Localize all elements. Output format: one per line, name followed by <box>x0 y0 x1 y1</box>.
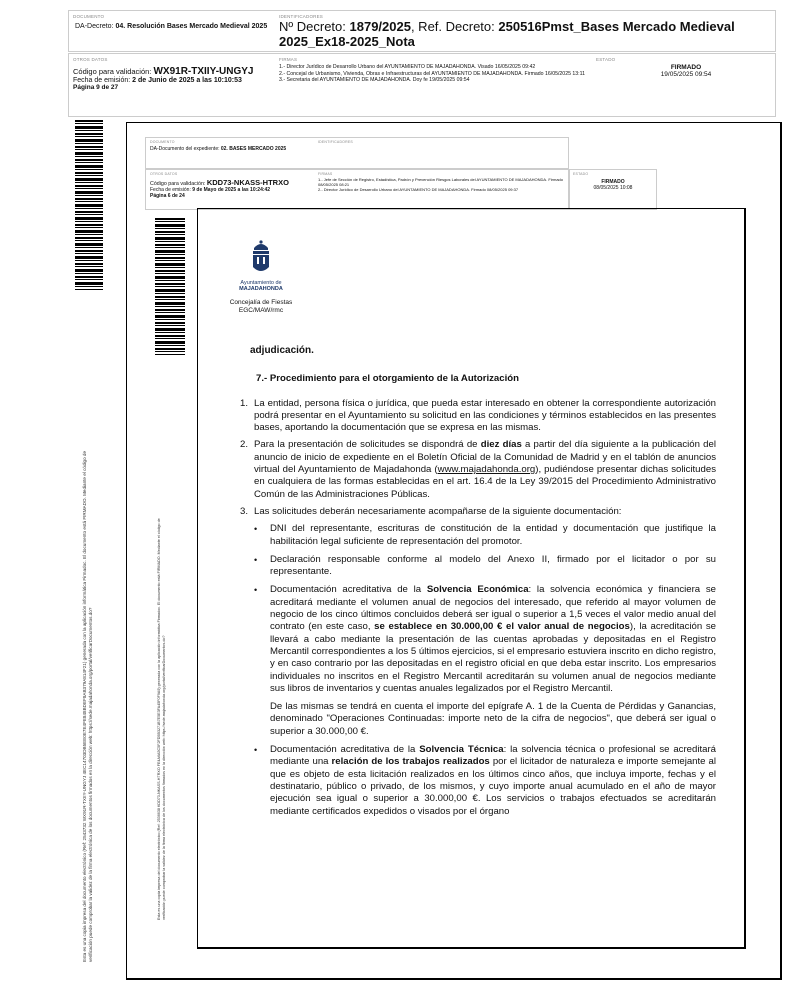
bullet-icon: • <box>254 745 258 756</box>
side-text-line: verificación puede comprobar la validez de la firma electrónica de los documentos firmados en la dirección web: https://sede.majadahonda.org/portal/verificarDocumentos.do? <box>162 635 166 920</box>
documento-prefix: DA-Decreto: <box>75 23 116 30</box>
section-heading: 7.- Procedimiento para el otorgamiento de la Autorización <box>256 373 519 385</box>
firmas-label: FIRMAS <box>279 57 298 62</box>
coat-of-arms-icon <box>250 239 272 275</box>
text-segment: Declaración responsable conforme al modelo del Anexo II, firmado por el licitador o por su representante. <box>270 553 716 578</box>
inner-codigo-validacion <box>150 178 315 187</box>
department-name: Concejalía de Fiestas <box>229 299 293 306</box>
inner-page-number: Página 6 de 24 <box>150 193 185 199</box>
numbered-item <box>240 439 716 500</box>
bullet-item <box>254 523 716 548</box>
outer-header-row2 <box>68 53 776 117</box>
text-segment: Documentación acreditativa de la <box>270 584 427 596</box>
inner-side-text <box>157 375 167 920</box>
inner-codigo-value: KDD73-NKASS-HTRXO <box>206 178 289 187</box>
codigo-prefix: Código para validación: <box>73 67 154 76</box>
side-text-line: verificación puede comprobar la validez de la firma electrónica de los documentos firmados en la dirección web: https://sede.majadahonda.org/portal/verificarDocumentos.do? <box>88 607 93 962</box>
bullet-item <box>254 554 716 579</box>
bullet-paragraph <box>270 523 716 548</box>
document-page <box>197 208 746 949</box>
bullet-paragraph <box>270 554 716 579</box>
bullet-content <box>270 584 716 738</box>
text-segment: : la solvencia técnica o profesional se acreditará mediante una <box>270 744 716 768</box>
text-segment: ), la acreditación se llevará a cabo mediante la presentación de las cuentas aprobadas y depositadas en el Registro Mercantil correspondientes a los 5 últimos ejercicios, si el empresario estuviera inscrito en dicho registro, y en caso contrario por las depositadas en el registro oficial en que deba estar inscrito. Los empresarios individuales no inscritos en el Registro Mercantil acreditarán su volumen anual de negocios mediante sus libros de inventarios y cuentas anuales legalizados por el Registro Mercantil. <box>270 621 716 694</box>
firma-item: 2.- Director Jurídico de Desarrollo Urbano del AYUNTAMIENTO DE MAJADAHONDA. Firmado 08/05/2025 09:37 <box>318 187 519 192</box>
bold-text: Solvencia Técnica <box>419 744 504 756</box>
bullet-icon: • <box>254 524 258 535</box>
numbered-item <box>240 398 716 435</box>
codigo-validacion <box>73 66 273 77</box>
bullet-content <box>270 523 716 548</box>
identificadores-label: IDENTIFICADORES <box>279 14 324 19</box>
bullet-item <box>254 584 716 738</box>
lead-text: adjudicación. <box>250 345 314 356</box>
item-number: 1. <box>240 397 249 409</box>
bullet-content <box>270 744 716 818</box>
text-segment: www.majadahonda.org <box>437 464 536 476</box>
inner-barcode <box>155 218 185 355</box>
decreto-number: 1879/2025 <box>349 19 411 34</box>
documento-label: DOCUMENTO <box>73 14 105 19</box>
page-number: Página 9 de 27 <box>73 84 119 91</box>
inner-documento-prefix: DA-Documento del expediente: <box>150 146 221 152</box>
text-segment: Documentación acreditativa de la <box>270 744 420 756</box>
inner-firmas-label: FIRMAS <box>318 172 333 176</box>
documento-value <box>73 22 273 32</box>
numbered-item <box>240 506 716 518</box>
inner-header-row1 <box>145 137 569 169</box>
bullet-paragraph <box>270 584 716 695</box>
firma-item: 3.- Secretaria del AYUNTAMIENTO DE MAJADAHONDA. Doy fe 19/05/2025 09:54 <box>279 77 470 83</box>
document-body <box>240 345 717 824</box>
item-text <box>254 506 621 518</box>
outer-side-text <box>82 302 94 962</box>
inner-documento-name: 02. BASES MERCADO 2025 <box>220 146 287 152</box>
text-segment: : la solvencia económica y financiera se acreditará mediante el volumen anual de negocios del interesado, que referido al mayor volumen de negocio de los cinco últimos concluidos deberá ser igual o superior a 1,5 veces el valor medio anual del contrato (en este caso, <box>270 584 717 633</box>
firma-item: 2.- Concejal de Urbanismo, Vivienda, Obras e Infraestructuras del AYUNTAMIENTO DE MAJADAHONDA. Firmado 16/05/2025 13:11 <box>279 70 585 77</box>
firma-item: 1.- Director Jurídico de Desarrollo Urbano del AYUNTAMIENTO DE MAJADAHONDA. Visado 16/05/2025 09:42 <box>279 64 536 70</box>
outer-barcode <box>75 120 103 290</box>
bullet-paragraph <box>270 744 716 818</box>
bullet-content <box>270 554 716 579</box>
inner-fecha-value: 9 de Mayo de 2025 a las 10:24:42 <box>192 187 271 193</box>
logo-line2: MAJADAHONDA <box>239 286 283 292</box>
bullet-paragraph <box>270 701 716 738</box>
item-text <box>254 439 716 500</box>
inner-codigo-prefix: Código para validación: <box>150 181 207 187</box>
codigo-value: WX91R-TXIIY-UNGYJ <box>153 66 254 77</box>
inner-estado-box <box>569 169 657 210</box>
bold-text: relación de los trabajos realizados <box>331 756 490 768</box>
text-segment: a partir del día siguiente a la publicación del anuncio de inicio de expediente en el Boletín Oficial de la Comunidad de Madrid y en el tablón de anuncios virtual del Ayuntamiento de Majadahonda ( <box>254 439 716 476</box>
ref-value: 250516Pmst_Bases Mercado Medieval 2025_Ex18-2025_Nota <box>279 19 735 49</box>
fecha-prefix: Fecha de emisión: <box>73 77 133 84</box>
text-segment: Para la presentación de solicitudes se dispondrá de <box>254 439 481 451</box>
item-text <box>254 398 716 435</box>
documento-name: 04. Resolución Bases Mercado Medieval 2025 <box>115 23 268 30</box>
inner-identificadores-label: IDENTIFICADORES <box>318 140 353 144</box>
estado-label: ESTADO <box>596 57 616 62</box>
inner-firmas-list <box>318 177 566 192</box>
estado-value: FIRMADO <box>670 64 702 71</box>
estado-date: 19/05/2025 09:54 <box>660 71 712 78</box>
text-segment: Las solicitudes deberán necesariamente acompañarse de la siguiente documentación: <box>254 505 622 517</box>
bullet-icon: • <box>254 554 258 565</box>
side-text-line: Esta es una copia impresa del documento electrónico (Ref: 2536638 KDD73-NKASS-HTRXO FE4A6A5C5F2FD5B3271B7E5E3FA45F0F9A9) generada con la aplicación informática Firmadoc. El documento está FIRMADO. Mediante el código de <box>157 518 161 920</box>
inner-header-row2 <box>145 169 569 210</box>
majadahonda-logo <box>226 239 296 292</box>
text-segment: por el licitador de naturaleza e importe semejante al que es objeto de esta licitación realizados en los últimos cinco años, que incluya importe, fechas y el destinatario, público o privado, de los mismos, y cuyo importe anual acumulado en el año de mayor ejecución sea igual o superior a 30.000,00 €. Los servicios o trabajos efectuados se acreditarán mediante certificados expedidos o visados por el órgano <box>270 756 716 817</box>
bullet-icon: • <box>254 585 258 596</box>
decreto-identifier <box>279 19 769 49</box>
otros-label: OTROS DATOS <box>73 57 108 62</box>
numbered-list <box>240 398 716 818</box>
bold-text: diez días <box>480 439 522 451</box>
firma-item: 1.- Jefe de Sección de Registro, Estadística, Padrón y Prevención Riesgos Laborales del AYUNTAMIENTO DE MAJADAHONDA. Firmado 08/05/2025 08:21 <box>318 177 563 187</box>
text-segment: ), pudiéndose presentar dichas solicitudes en cualquiera de las formas establecidas en el art. 16.4 de la Ley 39/2015 del Procedimiento Administrativo Común de las Administraciones Públicas. <box>254 464 716 500</box>
inner-estado-value: FIRMADO <box>601 179 625 185</box>
inner-estado-label: ESTADO <box>573 172 589 176</box>
side-text-line: Esta es una copia impresa del documento electrónico (Ref: 2543732 WX91R-TXIIY-UNGYJ 4EC14703DB5EE0E7E4FE848BDEF8AB379A814F21) generada con la aplicación informática Firmadoc. El documento está FIRMADO. Mediante el código de <box>82 450 87 962</box>
inner-otros-label: OTROS DATOS <box>150 172 178 176</box>
inner-documento-label: DOCUMENTO <box>150 140 175 144</box>
bold-text: Solvencia Económica <box>426 584 529 596</box>
fecha-value: 2 de Junio de 2025 a las 10:10:53 <box>132 77 242 84</box>
item-number: 3. <box>240 505 249 517</box>
inner-fecha-prefix: Fecha de emisión: <box>150 187 193 193</box>
bullet-item <box>254 744 716 818</box>
outer-header-row1 <box>68 10 776 52</box>
department-ref: EGC/MAW/rmc <box>238 307 284 314</box>
text-segment: DNI del representante, escrituras de constitución de la entidad y documentación que justifique la habilitación legal suficiente de representación del promotor. <box>270 523 716 547</box>
text-segment: De las mismas se tendrá en cuenta el importe del epígrafe A. 1 de la Cuenta de Pérdidas y Ganancias, denominado "Operaciones Continuadas: importe neto de la cifra de negocios", que deberá ser igual o superior a 30.000,00 €. <box>270 701 716 737</box>
ref-prefix: , Ref. Decreto: <box>410 19 499 34</box>
inner-estado-date: 08/05/2025 10:08 <box>593 185 633 191</box>
text-segment: La entidad, persona física o jurídica, que pueda estar interesado en obtener la correspondiente autorización podrá presentar en el Ayuntamiento su solicitud en las condiciones y términos establecidos en las presentes bases, aportando la documentación que se expresa en las mismas. <box>254 397 716 434</box>
firmas-list <box>279 64 599 84</box>
fecha-emision <box>73 77 273 84</box>
decreto-prefix: Nº Decreto: <box>279 19 350 34</box>
item-number: 2. <box>240 439 249 451</box>
inner-documento-value <box>150 146 310 153</box>
bold-text: se establece en 30.000,00 € el valor anual de negocios <box>374 621 630 633</box>
department <box>220 299 302 315</box>
logo-line1: Ayuntamiento de <box>240 280 282 286</box>
